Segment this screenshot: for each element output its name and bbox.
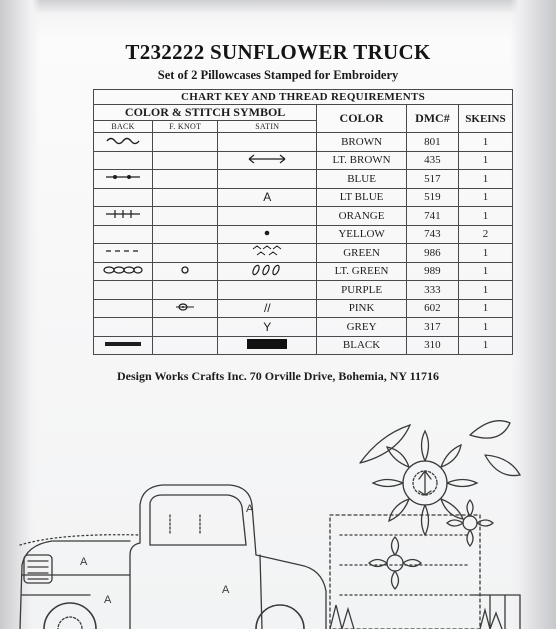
french-knot-cell xyxy=(153,299,218,318)
french-knot-icon xyxy=(180,265,190,275)
skeins-cell: 2 xyxy=(458,225,512,244)
dmc-cell: 310 xyxy=(406,336,458,355)
french-knot-cell xyxy=(153,151,218,170)
manufacturer-address: Design Works Crafts Inc. 70 Orville Drive, Bohemia, NY 11716 xyxy=(117,369,439,383)
satin-stitch-cell: // xyxy=(218,299,317,318)
color-cell: LT. GREEN xyxy=(317,262,407,281)
sunflower-truck-artwork xyxy=(0,395,556,629)
color-cell: PINK xyxy=(317,299,407,318)
table-row xyxy=(94,336,513,355)
color-cell: BLUE xyxy=(317,170,407,189)
table-row xyxy=(94,244,513,263)
subheader-back: BACK xyxy=(94,121,153,133)
skeins-cell: 1 xyxy=(458,207,512,226)
dmc-cell: 986 xyxy=(406,244,458,263)
table-caption: CHART KEY AND THREAD REQUIREMENTS xyxy=(94,90,513,105)
dmc-cell: 741 xyxy=(406,207,458,226)
col-header-symbol: COLOR & STITCH SYMBOL xyxy=(94,105,317,121)
table-row xyxy=(94,225,513,244)
satin-stitch-cell xyxy=(218,170,317,189)
skeins-cell: 1 xyxy=(458,336,512,355)
satin-stitch-cell: Y xyxy=(218,318,317,337)
back-stitch-cell xyxy=(94,299,153,318)
back-stitch-cell xyxy=(94,244,153,263)
skeins-cell: 1 xyxy=(458,151,512,170)
color-cell: ORANGE xyxy=(317,207,407,226)
french-knot-cell xyxy=(153,262,218,281)
skeins-cell: 1 xyxy=(458,262,512,281)
back-stitch-cell xyxy=(94,336,153,355)
dmc-cell: 602 xyxy=(406,299,458,318)
french-knot-cell xyxy=(153,225,218,244)
back-stitch-cell xyxy=(94,281,153,300)
subheader-satin: SATIN xyxy=(218,121,317,133)
skeins-cell: 1 xyxy=(458,170,512,189)
solid-block-icon xyxy=(245,338,289,350)
color-cell: PURPLE xyxy=(317,281,407,300)
dashed-stitch-icon xyxy=(105,246,141,256)
color-cell: GREY xyxy=(317,318,407,337)
back-stitch-cell xyxy=(94,262,153,281)
dmc-cell: 435 xyxy=(406,151,458,170)
color-cell: BROWN xyxy=(317,133,407,152)
back-stitch-cell xyxy=(94,170,153,189)
dmc-cell: 317 xyxy=(406,318,458,337)
leaf-knot-icon xyxy=(174,302,196,312)
skeins-cell: 1 xyxy=(458,318,512,337)
table-row xyxy=(94,262,513,281)
dot-line-stitch-icon xyxy=(105,172,141,182)
color-cell: YELLOW xyxy=(317,225,407,244)
tick-line-stitch-icon xyxy=(105,209,141,219)
french-knot-cell xyxy=(153,244,218,263)
subheader-fknot: F. KNOT xyxy=(153,121,218,133)
truck-icon xyxy=(20,485,326,629)
french-knot-cell xyxy=(153,188,218,207)
french-knot-cell xyxy=(153,207,218,226)
satin-stitch-cell xyxy=(218,244,317,263)
satin-stitch-cell xyxy=(218,262,317,281)
chart-key-table xyxy=(93,89,513,355)
skeins-cell: 1 xyxy=(458,244,512,263)
table-row xyxy=(94,318,513,337)
french-knot-cell xyxy=(153,336,218,355)
satin-stitch-cell xyxy=(218,336,317,355)
satin-stitch-cell xyxy=(218,133,317,152)
color-cell: GREEN xyxy=(317,244,407,263)
sunflower-icon xyxy=(373,431,477,535)
back-stitch-cell xyxy=(94,318,153,337)
french-knot-cell xyxy=(153,318,218,337)
double-arrow-icon xyxy=(247,154,287,164)
color-cell: LT. BROWN xyxy=(317,151,407,170)
back-stitch-cell xyxy=(94,151,153,170)
artwork-letter: A xyxy=(246,503,254,515)
dmc-cell: 801 xyxy=(406,133,458,152)
col-header-skeins: SKEINS xyxy=(458,105,512,133)
product-title: T232222 SUNFLOWER TRUCK xyxy=(125,40,431,64)
french-knot-cell xyxy=(153,133,218,152)
skeins-cell: 1 xyxy=(458,281,512,300)
slanted-ovals-icon xyxy=(249,264,285,276)
back-stitch-cell xyxy=(94,225,153,244)
dot-icon xyxy=(262,228,272,238)
color-cell: BLACK xyxy=(317,336,407,355)
dmc-cell: 519 xyxy=(406,188,458,207)
wave-stitch-icon xyxy=(106,135,140,145)
back-stitch-cell xyxy=(94,188,153,207)
satin-stitch-cell xyxy=(218,151,317,170)
product-subtitle: Set of 2 Pillowcases Stamped for Embroidery xyxy=(157,68,399,82)
skeins-cell: 1 xyxy=(458,133,512,152)
col-header-dmc: DMC# xyxy=(406,105,458,133)
skeins-cell: 1 xyxy=(458,299,512,318)
table-row xyxy=(94,281,513,300)
table-row xyxy=(94,188,513,207)
satin-stitch-cell xyxy=(218,207,317,226)
table-row xyxy=(94,170,513,189)
small-flower-icon xyxy=(369,537,421,589)
dmc-cell: 989 xyxy=(406,262,458,281)
table-row xyxy=(94,151,513,170)
col-header-color: COLOR xyxy=(317,105,407,133)
back-stitch-cell xyxy=(94,207,153,226)
dmc-cell: 517 xyxy=(406,170,458,189)
french-knot-cell xyxy=(153,170,218,189)
table-row xyxy=(94,133,513,152)
artwork-letter: A xyxy=(222,584,230,596)
dmc-cell: 743 xyxy=(406,225,458,244)
artwork-letter: A xyxy=(80,556,88,568)
artwork-letter: A xyxy=(104,594,112,606)
back-stitch-cell xyxy=(94,133,153,152)
satin-stitch-cell xyxy=(218,225,317,244)
dmc-cell: 333 xyxy=(406,281,458,300)
french-knot-cell xyxy=(153,281,218,300)
satin-stitch-cell xyxy=(218,281,317,300)
triangle-pattern-icon xyxy=(249,245,285,257)
table-row xyxy=(94,299,513,318)
satin-stitch-cell: A xyxy=(218,188,317,207)
color-cell: LT BLUE xyxy=(317,188,407,207)
bar-stitch-icon xyxy=(104,339,142,349)
skeins-cell: 1 xyxy=(458,188,512,207)
table-row xyxy=(94,207,513,226)
chain-stitch-icon xyxy=(103,265,143,275)
